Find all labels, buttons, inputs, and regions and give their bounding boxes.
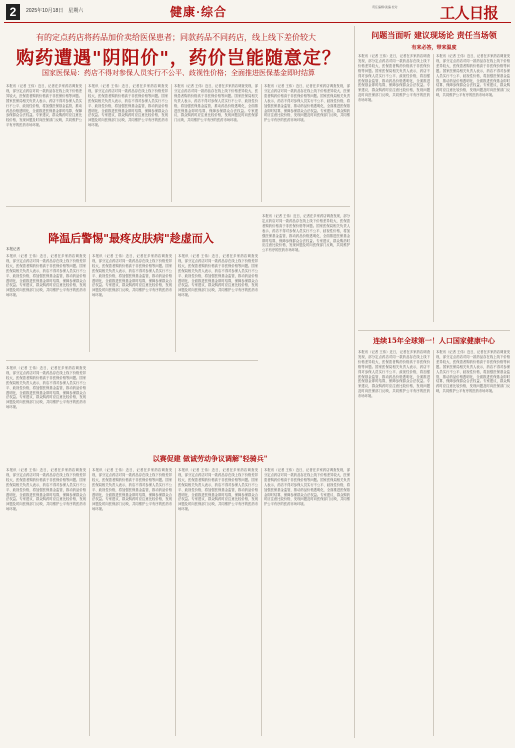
header-date: 2025年10月18日 星期六 xyxy=(26,8,84,14)
story2-column-2: 本报讯（记者 王伟）近日，记者在多家药店调查发现，部分定点药店对同一款药品存在线上线下价格差异较大，医保患者购药价格高于非医保价格等问题。国家医保局相关负责人表示，药店不得对参保人员实行不公平、歧视性价格，将加强医保基金监管，推动药品价格透明化，全面推进医保基金即时结算，保障参保群众合法权益。专家建议，群众购药时应注意比较价格，发现问题及时向医保部门反映，共同维护公平有序的医药市场环境。 xyxy=(92,254,172,298)
right-column-2: 本报讯（记者 王伟）近日，记者在多家药店调查发现，部分定点药店对同一款药品存在线上线下价格差异较大，医保患者购药价格高于非医保价格等问题。国家医保局相关负责人表示，药店不得对参保人员实行不公平、歧视性价格，将加强医保基金监管，推动药品价格透明化，全面推进医保基金即时结算，保障参保群众合法权益。专家建议，群众购药时应注意比较价格，发现问题及时向医保部门反映，共同维护公平有序的医药市场环境。 xyxy=(436,54,510,98)
column-divider xyxy=(85,84,86,202)
middle-column-text: 本报讯（记者 王伟）近日，记者在多家药店调查发现，部分定点药店对同一款药品存在线上线下价格差异较大，医保患者购药价格高于非医保价格等问题。国家医保局相关负责人表示，药店不得对参保人员实行不公平、歧视性价格，将加强医保基金监管，推动药品价格透明化，全面推进医保基金即时结算，保障参保群众合法权益。专家建议，群众购药时应注意比较价格，发现问题及时向医保部门反映，共同维护公平有序的医药市场环境。 xyxy=(262,214,350,253)
column-divider xyxy=(171,84,172,202)
story2-headline: 降温后警惕"最疼皮肤病"趁虚而入 xyxy=(48,232,214,245)
lead-headline: 购药遭遇"阴阳价"，药价岂能随意定？ xyxy=(16,48,341,69)
right-column-1: 本报讯（记者 王伟）近日，记者在多家药店调查发现，部分定点药店对同一款药品存在线上线下价格差异较大，医保患者购药价格高于非医保价格等问题。国家医保局相关负责人表示，药店不得对参保人员实行不公平、歧视性价格，将加强医保基金监管，推动药品价格透明化，全面推进医保基金即时结算，保障参保群众合法权益。专家建议，群众购药时应注意比较价格，发现问题及时向医保部门反映，共同维护公平有序的医药市场环境。 xyxy=(358,54,430,103)
column-divider xyxy=(89,254,90,352)
page-number: 2 xyxy=(6,4,20,20)
section-divider xyxy=(358,330,510,331)
column-divider xyxy=(261,84,262,202)
header-info: 责任编辑/美编 校对 xyxy=(372,5,398,9)
column-divider xyxy=(433,350,434,736)
section-divider xyxy=(6,206,350,207)
story2-column-1: 本报讯（记者 王伟）近日，记者在多家药店调查发现，部分定点药店对同一款药品存在线上线下价格差异较大，医保患者购药价格高于非医保价格等问题。国家医保局相关负责人表示，药店不得对参保人员实行不公平、歧视性价格，将加强医保基金监管，推动药品价格透明化，全面推进医保基金即时结算，保障参保群众合法权益。专家建议，群众购药时应注意比较价格，发现问题及时向医保部门反映，共同维护公平有序的医药市场环境。 xyxy=(6,254,86,298)
lead-kicker: 有的定点药店将药品加价卖给医保患者；同款药品不同药店，线上线下差价较大 xyxy=(36,33,316,42)
lead-column-2: 本报讯（记者 王伟）近日，记者在多家药店调查发现，部分定点药店对同一款药品存在线上线下价格差异较大，医保患者购药价格高于非医保价格等问题。国家医保局相关负责人表示，药店不得对参保人员实行不公平、歧视性价格，将加强医保基金监管，推动药品价格透明化，全面推进医保基金即时结算，保障参保群众合法权益。专家建议，群众购药时应注意比较价格，发现问题及时向医保部门反映，共同维护公平有序的医药市场环境。 xyxy=(88,84,168,128)
header-rule xyxy=(4,22,511,23)
right-column-4: 本报讯（记者 王伟）近日，记者在多家药店调查发现，部分定点药店对同一款药品存在线上线下价格差异较大，医保患者购药价格高于非医保价格等问题。国家医保局相关负责人表示，药店不得对参保人员实行不公平、歧视性价格，将加强医保基金监管，推动药品价格透明化，全面推进医保基金即时结算，保障参保群众合法权益。专家建议，群众购药时应注意比较价格，发现问题及时向医保部门反映，共同维护公平有序的医药市场环境。 xyxy=(436,350,510,394)
story3-column-1: 本报讯（记者 王伟）近日，记者在多家药店调查发现，部分定点药店对同一款药品存在线上线下价格差异较大，医保患者购药价格高于非医保价格等问题。国家医保局相关负责人表示，药店不得对参保人员实行不公平、歧视性价格，将加强医保基金监管，推动药品价格透明化，全面推进医保基金即时结算，保障参保群众合法权益。专家建议，群众购药时应注意比较价格，发现问题及时向医保部门反映，共同维护公平有序的医药市场环境。 xyxy=(6,468,86,512)
right-headline: 问题当面听 建议现场论 责任当场领 xyxy=(371,30,497,40)
story3-pre-column: 本报讯（记者 王伟）近日，记者在多家药店调查发现，部分定点药店对同一款药品存在线上线下价格差异较大，医保患者购药价格高于非医保价格等问题。国家医保局相关负责人表示，药店不得对参保人员实行不公平、歧视性价格，将加强医保基金监管，推动药品价格透明化，全面推进医保基金即时结算，保障参保群众合法权益。专家建议，群众购药时应注意比较价格，发现问题及时向医保部门反映，共同维护公平有序的医药市场环境。 xyxy=(6,366,86,410)
section-title: 健康·综合 xyxy=(170,5,228,19)
right-column-divider xyxy=(354,26,355,738)
right-story2-headline: 连续15年全球第一！人口国家健康中心 xyxy=(373,336,495,345)
story3-column-2: 本报讯（记者 王伟）近日，记者在多家药店调查发现，部分定点药店对同一款药品存在线上线下价格差异较大，医保患者购药价格高于非医保价格等问题。国家医保局相关负责人表示，药店不得对参保人员实行不公平、歧视性价格，将加强医保基金监管，推动药品价格透明化，全面推进医保基金即时结算，保障参保群众合法权益。专家建议，群众购药时应注意比较价格，发现问题及时向医保部门反映，共同维护公平有序的医药市场环境。 xyxy=(92,468,172,512)
lead-column-3: 本报讯（记者 王伟）近日，记者在多家药店调查发现，部分定点药店对同一款药品存在线上线下价格差异较大，医保患者购药价格高于非医保价格等问题。国家医保局相关负责人表示，药店不得对参保人员实行不公平、歧视性价格，将加强医保基金监管，推动药品价格透明化，全面推进医保基金即时结算，保障参保群众合法权益。专家建议，群众购药时应注意比较价格，发现问题及时向医保部门反映，共同维护公平有序的医药市场环境。 xyxy=(174,84,258,123)
story2-byline: 本报记者 xyxy=(6,247,20,251)
right-column-3: 本报讯（记者 王伟）近日，记者在多家药店调查发现，部分定点药店对同一款药品存在线上线下价格差异较大，医保患者购药价格高于非医保价格等问题。国家医保局相关负责人表示，药店不得对参保人员实行不公平、歧视性价格，将加强医保基金监管，推动药品价格透明化，全面推进医保基金即时结算，保障参保群众合法权益。专家建议，群众购药时应注意比较价格，发现问题及时向医保部门反映，共同维护公平有序的医药市场环境。 xyxy=(358,350,430,399)
newspaper-logo: 工人日报 xyxy=(440,4,499,22)
story3-headline: 以赛促建 做诚劳动争议调解"轻骑兵" xyxy=(152,454,268,463)
section-divider xyxy=(6,360,258,361)
column-divider xyxy=(89,468,90,736)
story3-column-4: 本报讯（记者 王伟）近日，记者在多家药店调查发现，部分定点药店对同一款药品存在线上线下价格差异较大，医保患者购药价格高于非医保价格等问题。国家医保局相关负责人表示，药店不得对参保人员实行不公平、歧视性价格，将加强医保基金监管，推动药品价格透明化，全面推进医保基金即时结算，保障参保群众合法权益。专家建议，群众购药时应注意比较价格，发现问题及时向医保部门反映，共同维护公平有序的医药市场环境。 xyxy=(264,468,350,507)
column-divider xyxy=(261,468,262,736)
column-divider xyxy=(175,254,176,352)
lead-column-4: 本报讯（记者 王伟）近日，记者在多家药店调查发现，部分定点药店对同一款药品存在线上线下价格差异较大，医保患者购药价格高于非医保价格等问题。国家医保局相关负责人表示，药店不得对参保人员实行不公平、歧视性价格，将加强医保基金监管，推动药品价格透明化，全面推进医保基金即时结算，保障参保群众合法权益。专家建议，群众购药时应注意比较价格，发现问题及时向医保部门反映，共同维护公平有序的医药市场环境。 xyxy=(264,84,350,123)
lead-subhead: 国家医保局：药店不得对参保人员实行不公平、歧视性价格；全面推进医保基金即时结算 xyxy=(42,69,315,77)
lead-column-1: 本报讯（记者 王伟）近日，记者在多家药店调查发现，部分定点药店对同一款药品存在线上线下价格差异较大，医保患者购药价格高于非医保价格等问题。国家医保局相关负责人表示，药店不得对参保人员实行不公平、歧视性价格，将加强医保基金监管，推动药品价格透明化，全面推进医保基金即时结算，保障参保群众合法权益。专家建议，群众购药时应注意比较价格，发现问题及时向医保部门反映，共同维护公平有序的医药市场环境。 xyxy=(6,84,82,128)
story3-column-3: 本报讯（记者 王伟）近日，记者在多家药店调查发现，部分定点药店对同一款药品存在线上线下价格差异较大，医保患者购药价格高于非医保价格等问题。国家医保局相关负责人表示，药店不得对参保人员实行不公平、歧视性价格，将加强医保基金监管，推动药品价格透明化，全面推进医保基金即时结算，保障参保群众合法权益。专家建议，群众购药时应注意比较价格，发现问题及时向医保部门反映，共同维护公平有序的医药市场环境。 xyxy=(178,468,258,512)
right-subheadline: 有来必答，带来温度 xyxy=(411,45,457,51)
column-divider xyxy=(175,468,176,736)
story2-column-3: 本报讯（记者 王伟）近日，记者在多家药店调查发现，部分定点药店对同一款药品存在线上线下价格差异较大，医保患者购药价格高于非医保价格等问题。国家医保局相关负责人表示，药店不得对参保人员实行不公平、歧视性价格，将加强医保基金监管，推动药品价格透明化，全面推进医保基金即时结算，保障参保群众合法权益。专家建议，群众购药时应注意比较价格，发现问题及时向医保部门反映，共同维护公平有序的医药市场环境。 xyxy=(178,254,258,298)
column-divider xyxy=(433,54,434,322)
